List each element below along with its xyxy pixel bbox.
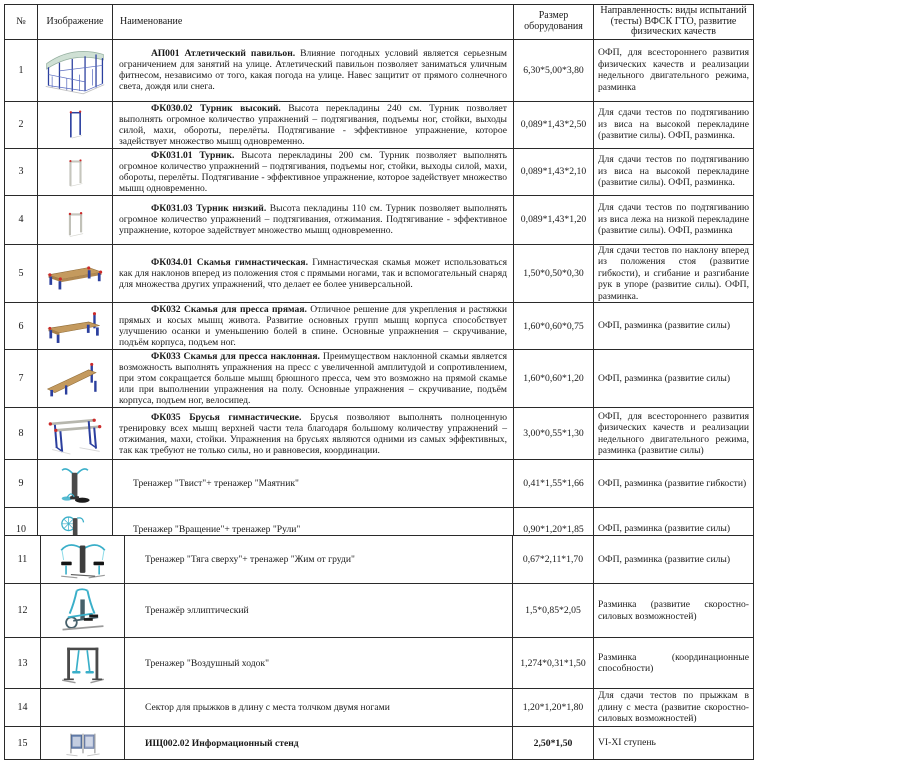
equipment-direction: Для сдачи тестов по подтягиванию из виса на высокой перекладине (развитие силы). ОФП, разминка. <box>594 148 754 195</box>
equipment-row-6 <box>5 303 754 350</box>
row-number: 7 <box>5 350 38 408</box>
equipment-direction: Разминка (развитие скоростно-силовых возможностей) <box>594 584 754 638</box>
equipment-name: ФК030.02 Турник высокий. Высота перекладины 240 см. Турник позволяет выполнять огромное количество упражнений – подтягивания, подъемы ног, стойки, выходы силой, махи, обороты, перелёты. Подтягивание - эффективное упражнение, которое задействует множество мышц одновременно. <box>113 101 514 148</box>
equipment-row-14 <box>5 689 754 727</box>
equipment-code: ФК030.02 Турник высокий. <box>151 102 289 114</box>
bar-icon <box>42 152 108 191</box>
equipment-name: ФК031.01 Турник. Высота перекладины 200 см. Турник позволяет выполнять огромное количество упражнений – подтягивания, подъемы ног, стойки, выходы силой, махи, обороты, перелёты. Подтягивание - эффективное упражнение, которое задействует множество мышц одновременно. <box>113 148 514 195</box>
info-stand-icon <box>45 730 120 757</box>
equipment-size: 0,089*1,43*2,50 <box>514 101 594 148</box>
equipment-row-1 <box>5 39 754 101</box>
equipment-row-12 <box>5 584 754 638</box>
equipment-image-cell <box>38 460 113 508</box>
equipment-code: ИЩ002.02 Информационный стенд <box>145 737 299 749</box>
column-header-direction: Направленность: виды испытаний (тесты) ВФСК ГТО, развитие физических качеств <box>594 5 754 40</box>
equipment-direction: Для сдачи тестов по подтягиванию из виса на высокой перекладине (развитие силы). ОФП, разминка. <box>594 101 754 148</box>
equipment-image-cell <box>41 536 125 584</box>
equipment-image-cell <box>38 39 113 101</box>
row-number: 2 <box>5 101 38 148</box>
row-number: 6 <box>5 303 38 350</box>
equipment-image-cell <box>38 350 113 408</box>
equipment-direction: ОФП, разминка (развитие силы) <box>594 536 754 584</box>
column-header-size: Размер оборудования <box>514 5 594 40</box>
equipment-direction: ОФП, для всестороннего развития физических качеств и реализации недельного двигательного режима, разминка <box>594 39 754 101</box>
high-bar-icon <box>42 107 108 143</box>
equipment-name: Тренажер "Вращение"+ тренажер "Рули" <box>113 508 514 551</box>
equipment-code: ФК035 Брусья гимнастические. <box>151 411 311 423</box>
row-number: 3 <box>5 148 38 195</box>
equipment-image-cell <box>38 195 113 244</box>
equipment-direction: Для сдачи тестов по прыжкам в длину с места (развитие скоростно-силовых возможностей) <box>594 689 754 727</box>
equipment-image-cell <box>38 408 113 460</box>
equipment-size: 1,50*0,50*0,30 <box>514 244 594 303</box>
row-number: 11 <box>5 536 41 584</box>
equipment-direction: ОФП, разминка (развитие силы) <box>594 350 754 408</box>
row-number: 10 <box>5 508 38 551</box>
equipment-image-cell <box>41 689 125 727</box>
equipment-size: 0,089*1,43*2,10 <box>514 148 594 195</box>
equipment-row-11 <box>5 536 754 584</box>
equipment-direction: ОФП, для всестороннего развития физических качеств и реализации недельного двигательного режима, разминка (развитие силы) <box>594 408 754 460</box>
row-number: 5 <box>5 244 38 303</box>
equipment-size: 0,41*1,55*1,66 <box>514 460 594 508</box>
equipment-code: ФК032 Скамья для пресса прямая. <box>151 304 311 315</box>
equipment-size: 0,089*1,43*1,20 <box>514 195 594 244</box>
equipment-row-8 <box>5 408 754 460</box>
equipment-size: 2,50*1,50 <box>513 727 594 760</box>
equipment-image-cell <box>41 584 125 638</box>
low-bar-icon <box>42 198 108 241</box>
equipment-name <box>125 727 513 760</box>
equipment-direction: VI-XI ступень <box>594 727 754 760</box>
row-number: 1 <box>5 39 38 101</box>
equipment-code: ФК034.01 Скамья гимнастическая. <box>151 256 313 268</box>
column-header-image: Изображение <box>38 5 113 40</box>
equipment-size: 1,60*0,60*1,20 <box>514 350 594 408</box>
equipment-row-13 <box>5 638 754 689</box>
equipment-name: Сектор для прыжков в длину с места толчком двумя ногами <box>125 689 513 727</box>
pulldown-trainer-icon <box>45 539 120 581</box>
equipment-image-cell <box>41 727 125 760</box>
equipment-size: 1,274*0,31*1,50 <box>513 638 594 689</box>
equipment-size: 0,67*2,11*1,70 <box>513 536 594 584</box>
equipment-image-cell <box>38 148 113 195</box>
equipment-name: Тренажер "Тяга сверху"+ тренажер "Жим от груди" <box>125 536 513 584</box>
equipment-rows-11-15 <box>5 536 754 760</box>
parallel-bars-icon <box>42 411 108 457</box>
equipment-direction: ОФП, разминка (развитие силы) <box>594 508 754 551</box>
equipment-size: 3,00*0,55*1,30 <box>514 408 594 460</box>
equipment-image-cell <box>41 638 125 689</box>
twist-trainer-icon <box>42 463 108 505</box>
press-bench-icon <box>42 306 108 347</box>
row-number: 14 <box>5 689 41 727</box>
equipment-size: 1,5*0,85*2,05 <box>513 584 594 638</box>
row-number: 9 <box>5 460 38 508</box>
equipment-size: 1,60*0,60*0,75 <box>514 303 594 350</box>
equipment-rows-1-10 <box>5 39 754 551</box>
row-number: 13 <box>5 638 41 689</box>
equipment-name: АП001 Атлетический павильон. Влияние погодных условий является серьезным ограничением для занятий на улице. Атлетический павильон позволяет заниматься уличным фитнесом, независимо от того, какая погода на улице. Навес защитит от прямого солнечного света, дождя или снега. <box>113 39 514 101</box>
equipment-size: 0,90*1,20*1,85 <box>514 508 594 551</box>
equipment-name: ФК034.01 Скамья гимнастическая. Гимнастическая скамья может использоваться как для наклонов вперед из положения стоя с прямыми ногами, так и вспомогательный снаряд для множества других упражнений, что делает ее более универсальной. <box>113 244 514 303</box>
equipment-direction: Разминка (координационные способности) <box>594 638 754 689</box>
row-number: 12 <box>5 584 41 638</box>
air-walker-icon <box>45 641 120 686</box>
equipment-name: ФК035 Брусья гимнастические. Брусья позволяют выполнять полноценную тренировку всех мышц верхней части тела благодаря большому количеству упражнений – отжимания, махи, стойки. Упражнения на брусьях являются одними из самых эффективных, так как требуют не только силы, но и равновесия, координации. <box>113 408 514 460</box>
column-header-name: Наименование <box>113 5 514 40</box>
equipment-row-4 <box>5 195 754 244</box>
equipment-table-page-1 <box>4 4 754 551</box>
row-number: 15 <box>5 727 41 760</box>
equipment-row-15 <box>5 727 754 760</box>
table-header-row <box>5 5 754 40</box>
elliptical-trainer-icon <box>45 587 120 635</box>
equipment-code: ФК031.01 Турник. <box>151 149 242 161</box>
equipment-direction: Для сдачи тестов по наклону вперед из положения стоя (развитие гибкости), и сгибание и разгибание рук в упоре (развитие силы). ОФП, разминка. <box>594 244 754 303</box>
row-number: 4 <box>5 195 38 244</box>
equipment-image-cell <box>38 101 113 148</box>
pavilion-icon <box>42 42 108 98</box>
equipment-size: 6,30*5,00*3,80 <box>514 39 594 101</box>
equipment-name: Тренажёр эллиптический <box>125 584 513 638</box>
row-number: 8 <box>5 408 38 460</box>
incline-bench-icon <box>42 353 108 405</box>
equipment-table-page-2 <box>4 535 754 760</box>
equipment-name: ФК033 Скамья для пресса наклонная. Преимуществом наклонной скамьи является возможность выполнять упражнения на пресс с увеличенной амплитудой и сопротивлением, при этом сокращается больше мышц брюшного пресса, чем это возможно на прямой скамье или при выполнении упражнения на полу. Основные упражнения – скручивание, подъём корпуса, подъем ног, велосипед. <box>113 350 514 408</box>
equipment-name: ФК031.03 Турник низкий. Высота пекладины 110 см. Турник позволяет выполнять огромное количество упражнений – подтягивания, отжимания. Подтягивание - эффективное упражнение, которое задействует множество мышц одновременно. <box>113 195 514 244</box>
equipment-direction: ОФП, разминка (развитие гибкости) <box>594 460 754 508</box>
equipment-size: 1,20*1,20*1,80 <box>513 689 594 727</box>
equipment-code: ФК033 Скамья для пресса наклонная. <box>151 351 323 362</box>
equipment-code: АП001 Атлетический павильон. <box>151 48 301 59</box>
equipment-row-9 <box>5 460 754 508</box>
equipment-direction: ОФП, разминка (развитие силы) <box>594 303 754 350</box>
equipment-direction: Для сдачи тестов по подтягиванию из виса лежа на низкой перекладине (развитие силы). ОФП, разминка <box>594 195 754 244</box>
equipment-name: Тренажер "Воздушный ходок" <box>125 638 513 689</box>
equipment-row-2 <box>5 101 754 148</box>
equipment-code: ФК031.03 Турник низкий. <box>151 203 270 214</box>
column-header-num: № <box>5 5 38 40</box>
equipment-name: Тренажер "Твист"+ тренажер "Маятник" <box>113 460 514 508</box>
equipment-image-cell <box>38 244 113 303</box>
equipment-name: ФК032 Скамья для пресса прямая. Отличное решение для укрепления и растяжки прямых и косых мышц живота. Развитие основных групп мышц корпуса способствует улучшению осанки и уменьшению болей в спине. Основные упражнения – скручивание, подъём корпуса, подъем ног. <box>113 303 514 350</box>
bench-icon <box>42 250 108 296</box>
equipment-image-cell <box>38 303 113 350</box>
equipment-row-5 <box>5 244 754 303</box>
equipment-row-7 <box>5 350 754 408</box>
equipment-row-3 <box>5 148 754 195</box>
